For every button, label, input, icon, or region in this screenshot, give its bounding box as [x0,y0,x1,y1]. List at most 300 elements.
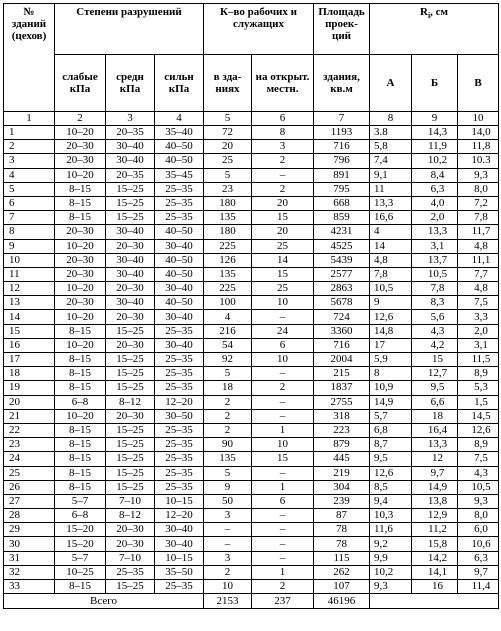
building-number: 3 [4,154,55,168]
weak-kpa: 10–20 [55,168,106,182]
header-col-b: Б [412,55,458,112]
table-row [4,253,499,267]
weak-kpa: 6–8 [55,509,106,523]
weak-kpa: 5–7 [55,551,106,565]
table-row [4,324,499,338]
weak-kpa: 8–15 [55,367,106,381]
strong-kpa: 25–35 [155,381,204,395]
table-row [4,537,499,551]
workers-outside: 2 [252,580,314,594]
projection-area: 219 [314,466,370,480]
workers-outside: 24 [252,324,314,338]
medium-kpa: 8–12 [106,509,155,523]
radius-a: 5,9 [370,353,412,367]
radius-a: 10,9 [370,381,412,395]
projection-area: 795 [314,182,370,196]
workers-inside: 92 [204,353,252,367]
radius-b: 13,3 [412,438,458,452]
weak-kpa: 20–30 [55,267,106,281]
workers-outside: 15 [252,267,314,281]
workers-outside: 10 [252,296,314,310]
header-inside: в зда- ниях [204,55,252,112]
workers-inside: 20 [204,140,252,154]
radius-v: 1,5 [458,395,499,409]
strong-kpa: 25–35 [155,211,204,225]
radius-a: 14 [370,239,412,253]
column-number: 7 [314,112,370,126]
radius-b: 12 [412,452,458,466]
radius-a: 10,5 [370,282,412,296]
weak-kpa: 8–15 [55,438,106,452]
total-outside: 237 [252,594,314,609]
projection-area: 5439 [314,253,370,267]
building-number: 29 [4,523,55,537]
workers-outside: 14 [252,253,314,267]
workers-inside: 72 [204,126,252,140]
strong-kpa: 10–15 [155,494,204,508]
weak-kpa: 5–7 [55,494,106,508]
medium-kpa: 15–25 [106,182,155,196]
radius-a: 6,8 [370,423,412,437]
workers-inside: 9 [204,480,252,494]
table-row [4,381,499,395]
building-number: 32 [4,565,55,579]
medium-kpa: 30–40 [106,267,155,281]
projection-area: 107 [314,580,370,594]
building-number: 17 [4,353,55,367]
radius-v: 8,0 [458,182,499,196]
workers-inside: 18 [204,381,252,395]
table-row [4,296,499,310]
total-inside: 2153 [204,594,252,609]
workers-outside: – [252,310,314,324]
building-number: 24 [4,452,55,466]
radius-v: 5,3 [458,381,499,395]
workers-inside: 5 [204,367,252,381]
medium-kpa: 20–30 [106,310,155,324]
radius-a: 9,1 [370,168,412,182]
workers-inside: 216 [204,324,252,338]
radius-a: 17 [370,338,412,352]
workers-outside: 1 [252,565,314,579]
workers-inside: 3 [204,509,252,523]
workers-inside: 3 [204,551,252,565]
weak-kpa: 10–20 [55,282,106,296]
strong-kpa: 10–15 [155,551,204,565]
table-row [4,494,499,508]
building-number: 12 [4,282,55,296]
medium-kpa: 30–40 [106,140,155,154]
workers-inside: 180 [204,196,252,210]
strong-kpa: 25–35 [155,452,204,466]
radius-v: 11,4 [458,580,499,594]
workers-inside: 23 [204,182,252,196]
projection-area: 87 [314,509,370,523]
strong-kpa: 25–35 [155,480,204,494]
header-radius [370,4,499,55]
radius-b: 11,9 [412,140,458,154]
medium-kpa: 15–25 [106,423,155,437]
weak-kpa: 8–15 [55,423,106,437]
projection-area: 716 [314,140,370,154]
building-number: 15 [4,324,55,338]
workers-outside: 6 [252,338,314,352]
workers-outside: 20 [252,196,314,210]
radius-v: 7,5 [458,452,499,466]
column-number: 1 [4,112,55,126]
radius-a: 12,6 [370,466,412,480]
weak-kpa: 8–15 [55,211,106,225]
total-empty [370,594,499,609]
radius-b: 2,0 [412,211,458,225]
table-row [4,565,499,579]
projection-area: 262 [314,565,370,579]
header-col-a: А [370,55,412,112]
workers-outside: – [252,367,314,381]
table-row [4,239,499,253]
strong-kpa: 35–45 [155,168,204,182]
radius-v: 14,0 [458,126,499,140]
header-projection-area: Площадь проек- ций [314,4,370,55]
projection-area: 4525 [314,239,370,253]
workers-inside: 2 [204,409,252,423]
radius-a: 9 [370,296,412,310]
table-row [4,140,499,154]
radius-v: 11,1 [458,253,499,267]
radius-v: 10,5 [458,480,499,494]
radius-b: 8,4 [412,168,458,182]
column-number: 9 [412,112,458,126]
workers-outside: – [252,466,314,480]
strong-kpa: 25–35 [155,438,204,452]
radius-a: 9,3 [370,580,412,594]
radius-v: 3,3 [458,310,499,324]
projection-area: 78 [314,523,370,537]
strong-kpa: 25–35 [155,367,204,381]
projection-area: 716 [314,338,370,352]
workers-inside: 126 [204,253,252,267]
weak-kpa: 8–15 [55,182,106,196]
medium-kpa: 15–25 [106,196,155,210]
header-outside: на открыт. местн. [252,55,314,112]
header-row-2 [4,55,499,112]
medium-kpa: 20–30 [106,338,155,352]
radius-v: 4,8 [458,282,499,296]
medium-kpa: 7–10 [106,551,155,565]
building-number: 22 [4,423,55,437]
workers-outside: – [252,509,314,523]
radius-b: 4,0 [412,196,458,210]
medium-kpa: 20–35 [106,126,155,140]
table-row [4,225,499,239]
workers-inside: – [204,537,252,551]
radius-b: 3,1 [412,239,458,253]
weak-kpa: 20–30 [55,140,106,154]
weak-kpa: 8–15 [55,466,106,480]
projection-area: 5678 [314,296,370,310]
weak-kpa: 20–30 [55,296,106,310]
projection-area: 78 [314,537,370,551]
column-number: 2 [55,112,106,126]
projection-area: 2577 [314,267,370,281]
building-number: 4 [4,168,55,182]
radius-b: 10,2 [412,154,458,168]
building-number: 28 [4,509,55,523]
workers-outside: 2 [252,154,314,168]
building-number: 27 [4,494,55,508]
projection-area: 796 [314,154,370,168]
strong-kpa: 30–40 [155,338,204,352]
table-row [4,480,499,494]
building-number: 21 [4,409,55,423]
building-number: 1 [4,126,55,140]
workers-outside: 25 [252,239,314,253]
strong-kpa: 40–50 [155,253,204,267]
strong-kpa: 40–50 [155,296,204,310]
radius-b: 14,9 [412,480,458,494]
radius-a: 5,7 [370,409,412,423]
weak-kpa: 8–15 [55,353,106,367]
radius-b: 16,4 [412,423,458,437]
projection-area: 879 [314,438,370,452]
strong-kpa: 40–50 [155,267,204,281]
radius-v: 11,8 [458,140,499,154]
medium-kpa: 7–10 [106,494,155,508]
radius-a: 9,5 [370,452,412,466]
workers-inside: 5 [204,168,252,182]
workers-inside: 225 [204,239,252,253]
radius-a: 9,2 [370,537,412,551]
workers-inside: 2 [204,565,252,579]
workers-inside: 135 [204,267,252,281]
radius-v: 2,0 [458,324,499,338]
radius-b: 13,7 [412,253,458,267]
medium-kpa: 15–25 [106,580,155,594]
table-row [4,211,499,225]
header-destruction-degrees: Степени разрушений [55,4,204,55]
radius-v: 11,5 [458,353,499,367]
table-row [4,367,499,381]
medium-kpa: 8–12 [106,395,155,409]
radius-v: 7,8 [458,211,499,225]
header-row-1 [4,4,499,55]
projection-area: 215 [314,367,370,381]
radius-b: 15 [412,353,458,367]
table-row [4,182,499,196]
workers-outside: – [252,395,314,409]
header-col-v: В [458,55,499,112]
medium-kpa: 20–35 [106,168,155,182]
workers-outside: 2 [252,381,314,395]
projection-area: 223 [314,423,370,437]
workers-outside: – [252,551,314,565]
radius-a: 14,8 [370,324,412,338]
radius-b: 13,3 [412,225,458,239]
projection-area: 4231 [314,225,370,239]
building-number: 8 [4,225,55,239]
radius-a: 11 [370,182,412,196]
radius-a: 8 [370,367,412,381]
total-row [4,594,499,609]
workers-inside: 135 [204,211,252,225]
table-row [4,466,499,480]
radius-a: 4 [370,225,412,239]
radius-v: 6,3 [458,551,499,565]
buildings-table [3,3,499,609]
medium-kpa: 15–25 [106,452,155,466]
weak-kpa: 20–30 [55,154,106,168]
table-row [4,196,499,210]
radius-b: 13,8 [412,494,458,508]
radius-a: 16,6 [370,211,412,225]
radius-a: 5,8 [370,140,412,154]
weak-kpa: 20–30 [55,225,106,239]
radius-v: 9,3 [458,494,499,508]
table-row [4,438,499,452]
radius-b: 4,3 [412,324,458,338]
workers-outside: 6 [252,494,314,508]
radius-a: 9,4 [370,494,412,508]
radius-a: 12,6 [370,310,412,324]
medium-kpa: 20–30 [106,282,155,296]
radius-b: 6,3 [412,182,458,196]
column-number: 5 [204,112,252,126]
total-label: Всего [4,594,204,609]
medium-kpa: 30–40 [106,296,155,310]
radius-a: 10,3 [370,509,412,523]
radius-a: 8,5 [370,480,412,494]
weak-kpa: 8–15 [55,324,106,338]
medium-kpa: 30–40 [106,154,155,168]
building-number: 13 [4,296,55,310]
radius-b: 18 [412,409,458,423]
radius-b: 12,9 [412,509,458,523]
building-number: 16 [4,338,55,352]
medium-kpa: 15–25 [106,466,155,480]
projection-area: 891 [314,168,370,182]
projection-area: 115 [314,551,370,565]
projection-area: 318 [314,409,370,423]
column-number: 6 [252,112,314,126]
medium-kpa: 20–30 [106,409,155,423]
header-radius-unit: , см [430,6,449,18]
radius-a: 8,7 [370,438,412,452]
radius-b: 7,8 [412,282,458,296]
header-medium: средн кПа [106,55,155,112]
strong-kpa: 30–40 [155,537,204,551]
radius-v: 4,8 [458,239,499,253]
workers-outside: 2 [252,182,314,196]
workers-inside: 2 [204,423,252,437]
column-number: 3 [106,112,155,126]
strong-kpa: 12–20 [155,395,204,409]
workers-inside: 100 [204,296,252,310]
projection-area: 724 [314,310,370,324]
medium-kpa: 15–25 [106,353,155,367]
radius-v: 7,7 [458,267,499,281]
workers-outside: – [252,409,314,423]
medium-kpa: 15–25 [106,381,155,395]
medium-kpa: 20–30 [106,239,155,253]
workers-outside: 20 [252,225,314,239]
strong-kpa: 30–50 [155,409,204,423]
projection-area: 859 [314,211,370,225]
table-row [4,353,499,367]
radius-a: 14,9 [370,395,412,409]
workers-outside: 25 [252,282,314,296]
radius-b: 14,1 [412,565,458,579]
building-number: 14 [4,310,55,324]
weak-kpa: 8–15 [55,196,106,210]
building-number: 33 [4,580,55,594]
radius-v: 6,0 [458,523,499,537]
projection-area: 668 [314,196,370,210]
radius-b: 12,7 [412,367,458,381]
radius-b: 11,2 [412,523,458,537]
projection-area: 2004 [314,353,370,367]
radius-v: 9,7 [458,565,499,579]
radius-v: 11,7 [458,225,499,239]
radius-v: 10,6 [458,537,499,551]
strong-kpa: 30–40 [155,282,204,296]
workers-outside: 10 [252,353,314,367]
strong-kpa: 40–50 [155,154,204,168]
weak-kpa: 20–30 [55,253,106,267]
radius-v: 7,5 [458,296,499,310]
workers-outside: 15 [252,452,314,466]
medium-kpa: 20–30 [106,523,155,537]
building-number: 7 [4,211,55,225]
strong-kpa: 30–40 [155,310,204,324]
building-number: 31 [4,551,55,565]
header-radius-subscript: i [427,11,431,21]
weak-kpa: 15–20 [55,523,106,537]
workers-outside: 15 [252,211,314,225]
radius-a: 10,2 [370,565,412,579]
strong-kpa: 40–50 [155,140,204,154]
medium-kpa: 15–25 [106,480,155,494]
workers-outside: 10 [252,438,314,452]
radius-b: 5,6 [412,310,458,324]
header-weak: слабые кПа [55,55,106,112]
radius-b: 15,8 [412,537,458,551]
weak-kpa: 8–15 [55,452,106,466]
header-radius-symbol: R [419,6,428,18]
workers-inside: 54 [204,338,252,352]
table-row [4,509,499,523]
projection-area: 1837 [314,381,370,395]
strong-kpa: 25–35 [155,466,204,480]
column-number: 8 [370,112,412,126]
header-building-number: № зданий (цехов) [4,4,55,112]
column-number: 10 [458,112,499,126]
table-row [4,310,499,324]
total-area: 46196 [314,594,370,609]
radius-v: 14,5 [458,409,499,423]
medium-kpa: 30–40 [106,253,155,267]
workers-outside: 8 [252,126,314,140]
projection-area: 445 [314,452,370,466]
header-area-unit: здания, кв.м [314,55,370,112]
radius-b: 14,2 [412,551,458,565]
radius-a: 13,3 [370,196,412,210]
weak-kpa: 10–25 [55,565,106,579]
workers-inside: 90 [204,438,252,452]
radius-v: 8,9 [458,367,499,381]
workers-inside: 225 [204,282,252,296]
radius-b: 16 [412,580,458,594]
header-strong: сильн кПа [155,55,204,112]
